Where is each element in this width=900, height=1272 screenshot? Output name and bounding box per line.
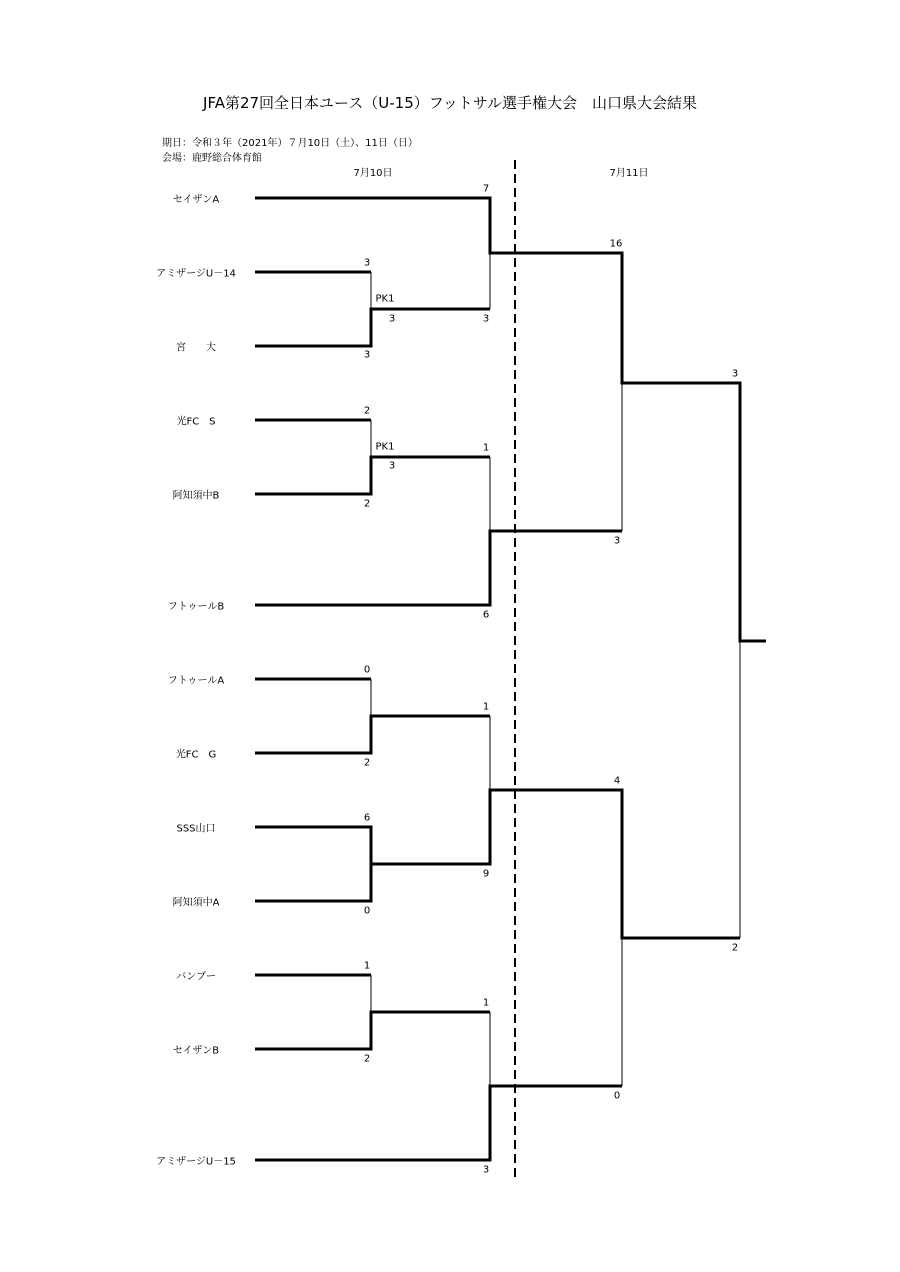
score: 2: [363, 405, 371, 417]
score: 0: [613, 1090, 621, 1102]
score: 3: [482, 1164, 490, 1176]
event-venue: 会場：鹿野総合体育館: [162, 153, 262, 164]
score: 9: [482, 868, 490, 880]
score: 1: [482, 701, 490, 713]
team-name: 阿知須中B: [172, 490, 220, 502]
page-title: JFA第27回全日本ユース（U-15）フットサル選手権大会 山口県大会結果: [203, 94, 697, 112]
pk-label: PK1: [375, 293, 395, 305]
team-name: フトゥールB: [167, 601, 225, 613]
team-name: SSS山口: [176, 823, 216, 835]
score: 0: [363, 664, 371, 676]
score: 3: [613, 535, 621, 547]
score: 3: [482, 313, 490, 325]
pk-score: 3: [388, 313, 396, 325]
score: 6: [363, 812, 371, 824]
score: 7: [482, 183, 490, 195]
score: 2: [363, 757, 371, 769]
score: 2: [363, 1053, 371, 1065]
bracket-line: [255, 1012, 490, 1049]
score: 0: [363, 905, 371, 917]
score: 3: [363, 257, 371, 269]
score: 2: [363, 498, 371, 510]
team-name: 宮 大: [176, 342, 216, 354]
score: 16: [609, 238, 623, 250]
bracket-line: [255, 309, 490, 346]
team-name: アミザージU－15: [156, 1156, 236, 1168]
score: 1: [482, 997, 490, 1009]
score: 3: [363, 349, 371, 361]
team-name: 阿知須中A: [172, 897, 220, 909]
bracket-line: [255, 457, 490, 494]
bracket-line: [255, 790, 740, 938]
score: 6: [482, 609, 490, 621]
score: 3: [731, 368, 739, 380]
bracket-line: [255, 864, 490, 901]
team-name: バンブー: [176, 971, 216, 983]
team-name: 光FC G: [175, 749, 217, 761]
team-name: アミザージU－14: [156, 268, 236, 280]
day2-header: 7月11日: [609, 168, 649, 179]
bracket-line: [255, 1086, 622, 1160]
score: 4: [613, 775, 621, 787]
bracket-line: [255, 531, 622, 605]
event-date: 期日：令和３年（2021年）７月10日（土）、11日（日）: [162, 138, 418, 149]
pk-label: PK1: [375, 441, 395, 453]
score: 1: [363, 960, 371, 972]
team-name: 光FC S: [176, 416, 216, 428]
score: 1: [482, 442, 490, 454]
team-name: セイザンB: [172, 1045, 220, 1057]
day1-header: 7月10日: [353, 168, 393, 179]
score: 2: [731, 942, 739, 954]
team-name: セイザンA: [172, 194, 220, 206]
pk-score: 3: [388, 460, 396, 472]
bracket-line: [255, 716, 490, 753]
team-name: フトゥールA: [167, 675, 225, 687]
